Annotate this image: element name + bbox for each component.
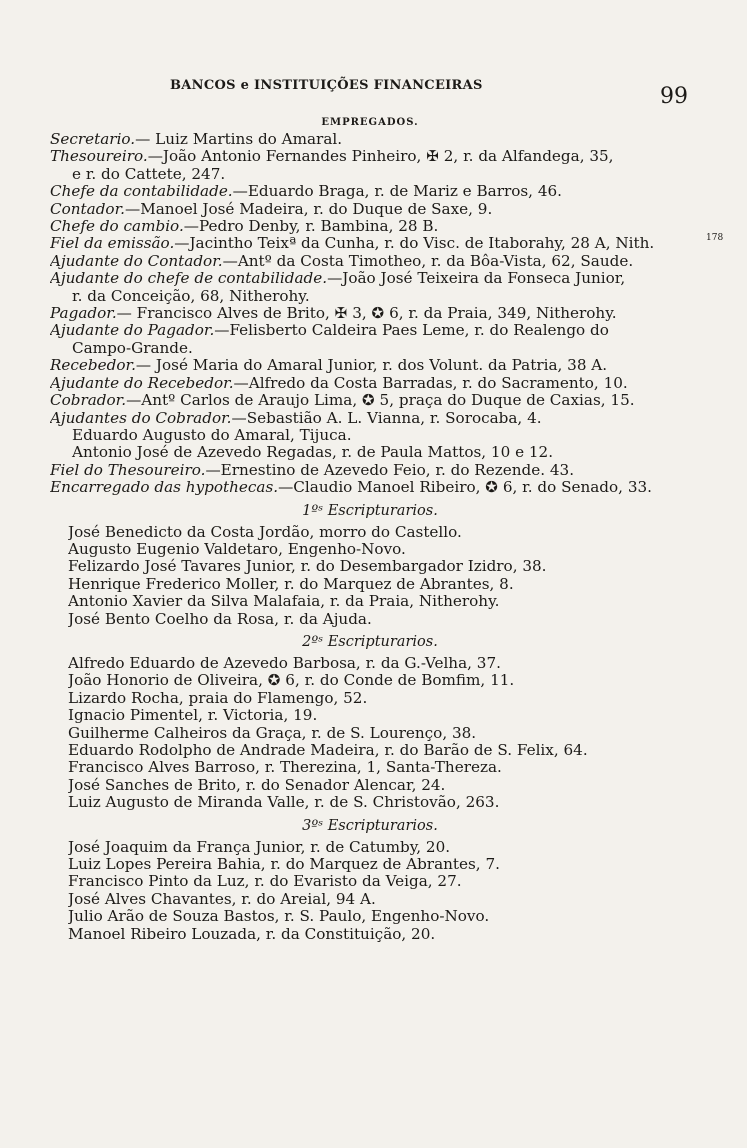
list-item: Francisco Alves Barroso, r. Therezina, 1, Santa-Thereza.	[68, 759, 502, 777]
section-list	[50, 524, 690, 628]
section-list	[50, 655, 690, 812]
staff-details: —Jacintho Teixª da Cunha, r. do Visc. de Itaborahy, 28 A, Nith.	[174, 235, 655, 253]
list-item: Antonio Xavier da Silva Malafaia, r. da Praia, Nitherohy.	[68, 593, 500, 611]
staff-role: Ajudante do Pagador.	[50, 322, 215, 340]
staff-details: — Luiz Martins do Amaral.	[135, 131, 343, 148]
staff-role: Chefe da contabilidade.	[50, 183, 233, 201]
list-item: Manoel Ribeiro Louzada, r. da Constituição, 20.	[68, 925, 436, 943]
staff-details: Antonio José de Azevedo Regadas, r. de Paula Mattos, 10 e 12.	[72, 444, 554, 462]
list-item: Eduardo Rodolpho de Andrade Madeira, r. do Barão de S. Felix, 64.	[68, 742, 588, 759]
list-item: Ignacio Pimentel, r. Victoria, 19.	[68, 707, 318, 725]
staff-entry	[50, 148, 690, 165]
list-item: João Honorio de Oliveira, ✪ 6, r. do Conde de Bomfim, 11.	[68, 672, 515, 690]
staff-entry	[50, 462, 690, 479]
list-item: Augusto Eugenio Valdetaro, Engenho-Novo.	[68, 540, 406, 558]
staff-details: — José Maria do Amaral Junior, r. dos Volunt. da Patria, 38 A.	[135, 357, 608, 375]
staff-details: —Antº Carlos de Araujo Lima, ✪ 5, praça do Duque de Caxias, 15.	[126, 392, 635, 410]
staff-entry	[50, 357, 690, 374]
list-item: Lizardo Rocha, praia do Flamengo, 52.	[68, 689, 368, 707]
staff-details: —João José Teixeira da Fonseca Junior,	[327, 270, 626, 288]
list-item: Guilherme Calheiros da Graça, r. de S. Lourenço, 38.	[68, 724, 477, 742]
list-item: Henrique Frederico Moller, r. do Marquez de Abrantes, 8.	[68, 575, 514, 593]
staff-role: Pagador.	[50, 305, 117, 323]
list-item: José Joaquim da França Junior, r. de Catumby, 20.	[68, 838, 451, 856]
list-item: Francisco Pinto da Luz, r. do Evaristo da Veiga, 27.	[68, 873, 462, 891]
list-item: José Sanches de Brito, r. do Senador Alencar, 24.	[68, 776, 446, 794]
staff-entry	[50, 305, 690, 322]
staff-entry	[50, 410, 690, 427]
staff-details: —Antº da Costa Timotheo, r. da Bôa-Vista, 62, Saude.	[222, 252, 634, 270]
section-heading: 2ºˢ Escripturarios.	[302, 633, 438, 650]
list-item: Luiz Augusto de Miranda Valle, r. de S. Christovão, 263.	[68, 794, 500, 812]
list-item: José Alves Chavantes, r. do Areial, 94 A.	[68, 890, 376, 908]
staff-entry	[50, 375, 690, 392]
staff-details: e r. do Cattete, 247.	[72, 165, 226, 183]
staff-details: —Eduardo Braga, r. de Mariz e Barros, 46.	[232, 183, 562, 201]
staff-details: —Felisberto Caldeira Paes Leme, r. do Realengo do	[214, 322, 609, 340]
staff-role: Secretario.	[50, 131, 136, 148]
staff-entry	[50, 270, 690, 287]
staff-role: Fiel do Thesoureiro.	[50, 461, 206, 479]
staff-entry	[50, 288, 690, 305]
list-item: Felizardo José Tavares Junior, r. do Desembargador Izidro, 38.	[68, 558, 547, 576]
staff-role: Chefe do cambio.	[50, 218, 184, 236]
staff-role: Encarregado das hypothecas.	[50, 479, 279, 497]
content-body	[50, 116, 690, 943]
staff-entry	[50, 322, 690, 339]
staff-details: —Sebastião A. L. Vianna, r. Sorocaba, 4.	[231, 409, 542, 427]
staff-entry	[50, 427, 690, 444]
staff-details: —Claudio Manoel Ribeiro, ✪ 6, r. do Senado, 33.	[278, 479, 652, 497]
staff-details: —Alfredo da Costa Barradas, r. do Sacramento, 10.	[233, 374, 628, 392]
staff-entry	[50, 444, 690, 461]
staff-role: Ajudante do Recebedor.	[50, 374, 234, 392]
staff-details: —Manoel José Madeira, r. do Duque de Saxe, 9.	[125, 200, 493, 218]
staff-role: Thesoureiro.	[50, 148, 148, 166]
staff-details: —Pedro Denby, r. Bambina, 28 B.	[183, 218, 439, 236]
list-item: Luiz Lopes Pereira Bahia, r. do Marquez de Abrantes, 7.	[68, 856, 500, 874]
staff-details: Eduardo Augusto do Amaral, Tijuca.	[72, 426, 352, 444]
staff-role: Cobrador.	[50, 392, 127, 410]
staff-entry	[50, 479, 690, 496]
list-item: José Benedicto da Costa Jordão, morro do Castello.	[68, 523, 462, 541]
staff-role: Ajudantes do Cobrador.	[50, 409, 232, 427]
margin-mark: 178	[706, 233, 724, 243]
staff-role: Contador.	[50, 200, 125, 218]
sections-container	[50, 503, 690, 944]
staff-list	[50, 131, 690, 497]
list-item: Julio Arão de Souza Bastos, r. S. Paulo, Engenho-Novo.	[68, 908, 490, 926]
staff-entry	[50, 131, 690, 148]
staff-entry	[50, 340, 690, 357]
staff-details: —João Antonio Fernandes Pinheiro, ✠ 2, r. da Alfandega, 35,	[147, 148, 614, 166]
staff-details: — Francisco Alves de Brito, ✠ 3, ✪ 6, r. da Praia, 349, Nitherohy.	[116, 305, 617, 323]
section-heading: 3ºˢ Escripturarios.	[302, 817, 438, 834]
staff-details: Campo-Grande.	[72, 339, 193, 357]
section-list	[50, 839, 690, 943]
staff-entry	[50, 218, 690, 235]
list-item: José Bento Coelho da Rosa, r. da Ajuda.	[68, 610, 372, 628]
staff-role: Ajudante do chefe de contabilidade.	[50, 270, 328, 288]
section-heading: 1ºˢ Escripturarios.	[302, 502, 438, 519]
staff-entry	[50, 392, 690, 409]
staff-entry	[50, 235, 690, 252]
staff-role: Ajudante do Contador.	[50, 252, 223, 270]
staff-details: r. da Conceição, 68, Nitherohy.	[72, 287, 310, 305]
staff-details: —Ernestino de Azevedo Feio, r. do Rezende. 43.	[205, 461, 575, 479]
staff-entry	[50, 201, 690, 218]
page-number: 99	[660, 84, 688, 109]
staff-entry	[50, 166, 690, 183]
subheading-empregados: EMPREGADOS.	[321, 117, 419, 128]
running-head: BANCOS e INSTITUIÇÕES FINANCEIRAS	[170, 78, 483, 93]
staff-entry	[50, 253, 690, 270]
staff-role: Recebedor.	[50, 357, 136, 375]
list-item: Alfredo Eduardo de Azevedo Barbosa, r. da G.-Velha, 37.	[68, 654, 501, 672]
staff-role: Fiel da emissão.	[50, 235, 175, 253]
staff-entry	[50, 183, 690, 200]
